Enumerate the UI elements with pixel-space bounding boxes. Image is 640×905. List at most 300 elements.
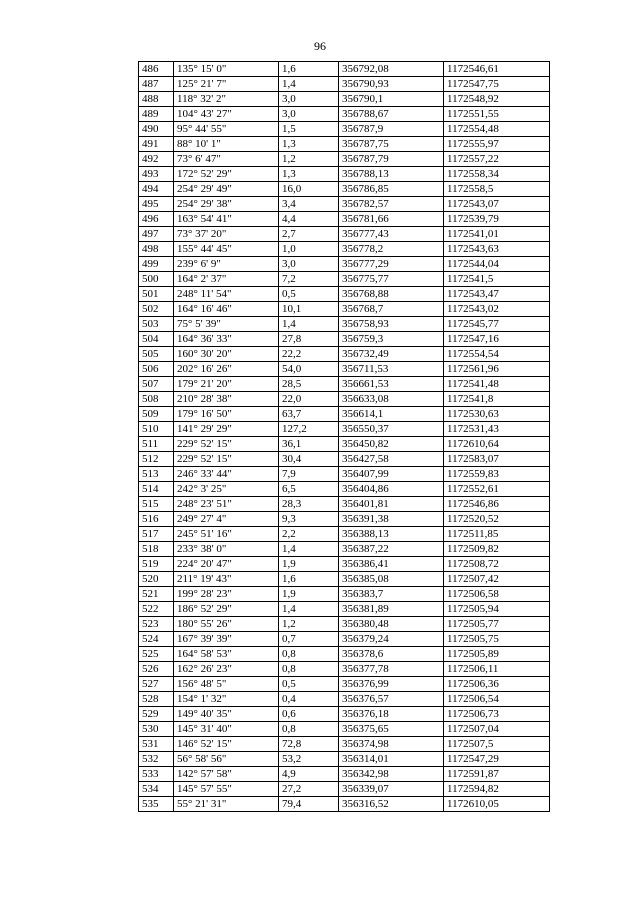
y-coordinate-cell: 1172544,04: [444, 257, 550, 272]
table-row: [139, 647, 550, 662]
table-row: [139, 752, 550, 767]
distance-cell: 0,8: [279, 722, 339, 737]
x-coordinate-cell: 356778,2: [339, 242, 444, 257]
distance-cell: 54,0: [279, 362, 339, 377]
table-row: [139, 287, 550, 302]
x-coordinate-cell: 356758,93: [339, 317, 444, 332]
distance-cell: 1,4: [279, 542, 339, 557]
point-number-cell: 503: [139, 317, 174, 332]
table-row: [139, 782, 550, 797]
x-coordinate-cell: 356380,48: [339, 617, 444, 632]
x-coordinate-cell: 356316,52: [339, 797, 444, 812]
y-coordinate-cell: 1172554,48: [444, 122, 550, 137]
y-coordinate-cell: 1172543,63: [444, 242, 550, 257]
distance-cell: 1,9: [279, 587, 339, 602]
y-coordinate-cell: 1172508,72: [444, 557, 550, 572]
distance-cell: 7,2: [279, 272, 339, 287]
table-row: [139, 242, 550, 257]
distance-cell: 1,3: [279, 167, 339, 182]
x-coordinate-cell: 356378,6: [339, 647, 444, 662]
bearing-cell: 149° 40' 35": [174, 707, 279, 722]
table-row: [139, 212, 550, 227]
y-coordinate-cell: 1172506,11: [444, 662, 550, 677]
distance-cell: 4,9: [279, 767, 339, 782]
table-row: [139, 542, 550, 557]
y-coordinate-cell: 1172546,86: [444, 497, 550, 512]
bearing-cell: 164° 36' 33": [174, 332, 279, 347]
y-coordinate-cell: 1172506,36: [444, 677, 550, 692]
bearing-cell: 154° 1' 32": [174, 692, 279, 707]
bearing-cell: 125° 21' 7": [174, 77, 279, 92]
bearing-cell: 229° 52' 15": [174, 437, 279, 452]
y-coordinate-cell: 1172506,58: [444, 587, 550, 602]
point-number-cell: 520: [139, 572, 174, 587]
table-row: [139, 557, 550, 572]
bearing-cell: 199° 28' 23": [174, 587, 279, 602]
x-coordinate-cell: 356401,81: [339, 497, 444, 512]
point-number-cell: 519: [139, 557, 174, 572]
x-coordinate-cell: 356376,57: [339, 692, 444, 707]
bearing-cell: 75° 5' 39": [174, 317, 279, 332]
distance-cell: 1,2: [279, 152, 339, 167]
bearing-cell: 254° 29' 38": [174, 197, 279, 212]
distance-cell: 36,1: [279, 437, 339, 452]
point-number-cell: 512: [139, 452, 174, 467]
distance-cell: 1,6: [279, 62, 339, 77]
y-coordinate-cell: 1172506,73: [444, 707, 550, 722]
table-row: [139, 707, 550, 722]
y-coordinate-cell: 1172594,82: [444, 782, 550, 797]
x-coordinate-cell: 356376,18: [339, 707, 444, 722]
y-coordinate-cell: 1172520,52: [444, 512, 550, 527]
distance-cell: 0,5: [279, 287, 339, 302]
table-row: [139, 362, 550, 377]
y-coordinate-cell: 1172541,01: [444, 227, 550, 242]
x-coordinate-cell: 356550,37: [339, 422, 444, 437]
point-number-cell: 496: [139, 212, 174, 227]
bearing-cell: 73° 6' 47": [174, 152, 279, 167]
y-coordinate-cell: 1172561,96: [444, 362, 550, 377]
x-coordinate-cell: 356374,98: [339, 737, 444, 752]
distance-cell: 3,0: [279, 92, 339, 107]
y-coordinate-cell: 1172552,61: [444, 482, 550, 497]
x-coordinate-cell: 356781,66: [339, 212, 444, 227]
bearing-cell: 156° 48' 5": [174, 677, 279, 692]
x-coordinate-cell: 356787,75: [339, 137, 444, 152]
distance-cell: 2,7: [279, 227, 339, 242]
y-coordinate-cell: 1172541,48: [444, 377, 550, 392]
point-number-cell: 514: [139, 482, 174, 497]
x-coordinate-cell: 356768,7: [339, 302, 444, 317]
bearing-cell: 73° 37' 20": [174, 227, 279, 242]
distance-cell: 1,5: [279, 122, 339, 137]
distance-cell: 63,7: [279, 407, 339, 422]
table-row: [139, 122, 550, 137]
distance-cell: 6,5: [279, 482, 339, 497]
bearing-cell: 179° 21' 20": [174, 377, 279, 392]
y-coordinate-cell: 1172539,79: [444, 212, 550, 227]
point-number-cell: 531: [139, 737, 174, 752]
bearing-cell: 56° 58' 56": [174, 752, 279, 767]
bearing-cell: 55° 21' 31": [174, 797, 279, 812]
distance-cell: 0,8: [279, 647, 339, 662]
distance-cell: 1,9: [279, 557, 339, 572]
x-coordinate-cell: 356787,79: [339, 152, 444, 167]
table-row: [139, 422, 550, 437]
y-coordinate-cell: 1172554,54: [444, 347, 550, 362]
point-number-cell: 501: [139, 287, 174, 302]
point-number-cell: 533: [139, 767, 174, 782]
point-number-cell: 498: [139, 242, 174, 257]
point-number-cell: 528: [139, 692, 174, 707]
point-number-cell: 529: [139, 707, 174, 722]
table-row: [139, 272, 550, 287]
distance-cell: 30,4: [279, 452, 339, 467]
table-row: [139, 77, 550, 92]
bearing-cell: 242° 3' 25": [174, 482, 279, 497]
bearing-cell: 229° 52' 15": [174, 452, 279, 467]
point-number-cell: 509: [139, 407, 174, 422]
y-coordinate-cell: 1172505,77: [444, 617, 550, 632]
y-coordinate-cell: 1172541,5: [444, 272, 550, 287]
table-row: [139, 347, 550, 362]
x-coordinate-cell: 356661,53: [339, 377, 444, 392]
distance-cell: 22,2: [279, 347, 339, 362]
point-number-cell: 518: [139, 542, 174, 557]
page-number: 96: [314, 39, 326, 53]
point-number-cell: 522: [139, 602, 174, 617]
x-coordinate-cell: 356777,29: [339, 257, 444, 272]
bearing-cell: 141° 29' 29": [174, 422, 279, 437]
table-row: [139, 137, 550, 152]
x-coordinate-cell: 356711,53: [339, 362, 444, 377]
point-number-cell: 524: [139, 632, 174, 647]
point-number-cell: 494: [139, 182, 174, 197]
bearing-cell: 233° 38' 0": [174, 542, 279, 557]
x-coordinate-cell: 356792,08: [339, 62, 444, 77]
distance-cell: 53,2: [279, 752, 339, 767]
x-coordinate-cell: 356379,24: [339, 632, 444, 647]
x-coordinate-cell: 356407,99: [339, 467, 444, 482]
point-number-cell: 532: [139, 752, 174, 767]
x-coordinate-cell: 356381,89: [339, 602, 444, 617]
distance-cell: 79,4: [279, 797, 339, 812]
distance-cell: 1,4: [279, 77, 339, 92]
y-coordinate-cell: 1172507,42: [444, 572, 550, 587]
point-number-cell: 500: [139, 272, 174, 287]
y-coordinate-cell: 1172559,83: [444, 467, 550, 482]
distance-cell: 1,3: [279, 137, 339, 152]
distance-cell: 72,8: [279, 737, 339, 752]
x-coordinate-cell: 356339,07: [339, 782, 444, 797]
bearing-cell: 118° 32' 2": [174, 92, 279, 107]
table-row: [139, 377, 550, 392]
coordinates-table: [138, 61, 550, 812]
bearing-cell: 164° 58' 53": [174, 647, 279, 662]
x-coordinate-cell: 356786,85: [339, 182, 444, 197]
table-row: [139, 407, 550, 422]
table-row: [139, 227, 550, 242]
distance-cell: 16,0: [279, 182, 339, 197]
point-number-cell: 513: [139, 467, 174, 482]
x-coordinate-cell: 356386,41: [339, 557, 444, 572]
point-number-cell: 508: [139, 392, 174, 407]
distance-cell: 3,0: [279, 257, 339, 272]
point-number-cell: 490: [139, 122, 174, 137]
x-coordinate-cell: 356376,99: [339, 677, 444, 692]
x-coordinate-cell: 356385,08: [339, 572, 444, 587]
distance-cell: 4,4: [279, 212, 339, 227]
table-row: [139, 197, 550, 212]
bearing-cell: 246° 33' 44": [174, 467, 279, 482]
point-number-cell: 489: [139, 107, 174, 122]
x-coordinate-cell: 356788,67: [339, 107, 444, 122]
point-number-cell: 497: [139, 227, 174, 242]
point-number-cell: 535: [139, 797, 174, 812]
bearing-cell: 163° 54' 41": [174, 212, 279, 227]
bearing-cell: 160° 30' 20": [174, 347, 279, 362]
x-coordinate-cell: 356404,86: [339, 482, 444, 497]
y-coordinate-cell: 1172555,97: [444, 137, 550, 152]
point-number-cell: 507: [139, 377, 174, 392]
bearing-cell: 202° 16' 26": [174, 362, 279, 377]
table-row: [139, 737, 550, 752]
table-row: [139, 467, 550, 482]
table-row: [139, 677, 550, 692]
x-coordinate-cell: 356768,88: [339, 287, 444, 302]
y-coordinate-cell: 1172506,54: [444, 692, 550, 707]
y-coordinate-cell: 1172543,47: [444, 287, 550, 302]
distance-cell: 127,2: [279, 422, 339, 437]
y-coordinate-cell: 1172511,85: [444, 527, 550, 542]
y-coordinate-cell: 1172543,02: [444, 302, 550, 317]
table-row: [139, 497, 550, 512]
table-row: [139, 662, 550, 677]
table-body: [139, 62, 550, 812]
point-number-cell: 517: [139, 527, 174, 542]
point-number-cell: 502: [139, 302, 174, 317]
distance-cell: 10,1: [279, 302, 339, 317]
y-coordinate-cell: 1172558,5: [444, 182, 550, 197]
x-coordinate-cell: 356391,38: [339, 512, 444, 527]
table-row: [139, 767, 550, 782]
table-row: [139, 527, 550, 542]
distance-cell: 0,8: [279, 662, 339, 677]
y-coordinate-cell: 1172547,29: [444, 752, 550, 767]
y-coordinate-cell: 1172547,16: [444, 332, 550, 347]
bearing-cell: 155° 44' 45": [174, 242, 279, 257]
x-coordinate-cell: 356375,65: [339, 722, 444, 737]
table-row: [139, 617, 550, 632]
x-coordinate-cell: 356377,78: [339, 662, 444, 677]
x-coordinate-cell: 356314,01: [339, 752, 444, 767]
distance-cell: 7,9: [279, 467, 339, 482]
y-coordinate-cell: 1172551,55: [444, 107, 550, 122]
distance-cell: 22,0: [279, 392, 339, 407]
bearing-cell: 180° 55' 26": [174, 617, 279, 632]
y-coordinate-cell: 1172547,75: [444, 77, 550, 92]
bearing-cell: 248° 11' 54": [174, 287, 279, 302]
y-coordinate-cell: 1172591,87: [444, 767, 550, 782]
point-number-cell: 487: [139, 77, 174, 92]
y-coordinate-cell: 1172548,92: [444, 92, 550, 107]
y-coordinate-cell: 1172507,04: [444, 722, 550, 737]
bearing-cell: 164° 2' 37": [174, 272, 279, 287]
distance-cell: 0,6: [279, 707, 339, 722]
distance-cell: 28,3: [279, 497, 339, 512]
y-coordinate-cell: 1172505,89: [444, 647, 550, 662]
point-number-cell: 492: [139, 152, 174, 167]
table-row: [139, 107, 550, 122]
x-coordinate-cell: 356787,9: [339, 122, 444, 137]
bearing-cell: 179° 16' 50": [174, 407, 279, 422]
table-row: [139, 632, 550, 647]
x-coordinate-cell: 356788,13: [339, 167, 444, 182]
x-coordinate-cell: 356614,1: [339, 407, 444, 422]
bearing-cell: 210° 28' 38": [174, 392, 279, 407]
table-row: [139, 182, 550, 197]
table-row: [139, 317, 550, 332]
bearing-cell: 245° 51' 16": [174, 527, 279, 542]
bearing-cell: 145° 31' 40": [174, 722, 279, 737]
x-coordinate-cell: 356450,82: [339, 437, 444, 452]
x-coordinate-cell: 356759,3: [339, 332, 444, 347]
point-number-cell: 488: [139, 92, 174, 107]
point-number-cell: 521: [139, 587, 174, 602]
distance-cell: 27,2: [279, 782, 339, 797]
distance-cell: 0,4: [279, 692, 339, 707]
distance-cell: 1,6: [279, 572, 339, 587]
bearing-cell: 224° 20' 47": [174, 557, 279, 572]
distance-cell: 1,4: [279, 602, 339, 617]
bearing-cell: 104° 43' 27": [174, 107, 279, 122]
distance-cell: 2,2: [279, 527, 339, 542]
bearing-cell: 162° 26' 23": [174, 662, 279, 677]
distance-cell: 9,3: [279, 512, 339, 527]
bearing-cell: 142° 57' 58": [174, 767, 279, 782]
table-row: [139, 512, 550, 527]
y-coordinate-cell: 1172507,5: [444, 737, 550, 752]
y-coordinate-cell: 1172545,77: [444, 317, 550, 332]
x-coordinate-cell: 356383,7: [339, 587, 444, 602]
x-coordinate-cell: 356427,58: [339, 452, 444, 467]
bearing-cell: 249° 27' 4": [174, 512, 279, 527]
x-coordinate-cell: 356342,98: [339, 767, 444, 782]
table-row: [139, 797, 550, 812]
bearing-cell: 239° 6' 9": [174, 257, 279, 272]
bearing-cell: 186° 52' 29": [174, 602, 279, 617]
x-coordinate-cell: 356732,49: [339, 347, 444, 362]
y-coordinate-cell: 1172558,34: [444, 167, 550, 182]
x-coordinate-cell: 356790,93: [339, 77, 444, 92]
distance-cell: 1,0: [279, 242, 339, 257]
point-number-cell: 511: [139, 437, 174, 452]
distance-cell: 3,4: [279, 197, 339, 212]
y-coordinate-cell: 1172610,05: [444, 797, 550, 812]
table-row: [139, 572, 550, 587]
point-number-cell: 534: [139, 782, 174, 797]
bearing-cell: 145° 57' 55": [174, 782, 279, 797]
y-coordinate-cell: 1172546,61: [444, 62, 550, 77]
bearing-cell: 211° 19' 43": [174, 572, 279, 587]
distance-cell: 0,7: [279, 632, 339, 647]
table-row: [139, 437, 550, 452]
point-number-cell: 515: [139, 497, 174, 512]
y-coordinate-cell: 1172530,63: [444, 407, 550, 422]
table-row: [139, 722, 550, 737]
bearing-cell: 164° 16' 46": [174, 302, 279, 317]
table-row: [139, 62, 550, 77]
distance-cell: 3,0: [279, 107, 339, 122]
y-coordinate-cell: 1172583,07: [444, 452, 550, 467]
y-coordinate-cell: 1172505,75: [444, 632, 550, 647]
point-number-cell: 525: [139, 647, 174, 662]
bearing-cell: 172° 52' 29": [174, 167, 279, 182]
point-number-cell: 495: [139, 197, 174, 212]
point-number-cell: 493: [139, 167, 174, 182]
distance-cell: 28,5: [279, 377, 339, 392]
table-row: [139, 392, 550, 407]
point-number-cell: 506: [139, 362, 174, 377]
table-row: [139, 587, 550, 602]
table-row: [139, 692, 550, 707]
point-number-cell: 486: [139, 62, 174, 77]
x-coordinate-cell: 356782,57: [339, 197, 444, 212]
table-row: [139, 152, 550, 167]
bearing-cell: 88° 10' 1": [174, 137, 279, 152]
distance-cell: 1,2: [279, 617, 339, 632]
point-number-cell: 527: [139, 677, 174, 692]
bearing-cell: 146° 52' 15": [174, 737, 279, 752]
point-number-cell: 504: [139, 332, 174, 347]
table-row: [139, 452, 550, 467]
y-coordinate-cell: 1172531,43: [444, 422, 550, 437]
y-coordinate-cell: 1172541,8: [444, 392, 550, 407]
point-number-cell: 526: [139, 662, 174, 677]
x-coordinate-cell: 356775,77: [339, 272, 444, 287]
table-row: [139, 167, 550, 182]
point-number-cell: 505: [139, 347, 174, 362]
y-coordinate-cell: 1172557,22: [444, 152, 550, 167]
point-number-cell: 516: [139, 512, 174, 527]
bearing-cell: 167° 39' 39": [174, 632, 279, 647]
distance-cell: 1,4: [279, 317, 339, 332]
point-number-cell: 499: [139, 257, 174, 272]
x-coordinate-cell: 356388,13: [339, 527, 444, 542]
table-row: [139, 257, 550, 272]
table-row: [139, 302, 550, 317]
bearing-cell: 135° 15' 0": [174, 62, 279, 77]
table-row: [139, 332, 550, 347]
bearing-cell: 95° 44' 55": [174, 122, 279, 137]
y-coordinate-cell: 1172543,07: [444, 197, 550, 212]
x-coordinate-cell: 356777,43: [339, 227, 444, 242]
y-coordinate-cell: 1172505,94: [444, 602, 550, 617]
x-coordinate-cell: 356790,1: [339, 92, 444, 107]
point-number-cell: 491: [139, 137, 174, 152]
distance-cell: 0,5: [279, 677, 339, 692]
table-row: [139, 482, 550, 497]
point-number-cell: 523: [139, 617, 174, 632]
point-number-cell: 530: [139, 722, 174, 737]
x-coordinate-cell: 356633,08: [339, 392, 444, 407]
y-coordinate-cell: 1172610,64: [444, 437, 550, 452]
bearing-cell: 248° 23' 51": [174, 497, 279, 512]
point-number-cell: 510: [139, 422, 174, 437]
bearing-cell: 254° 29' 49": [174, 182, 279, 197]
table-row: [139, 602, 550, 617]
x-coordinate-cell: 356387,22: [339, 542, 444, 557]
